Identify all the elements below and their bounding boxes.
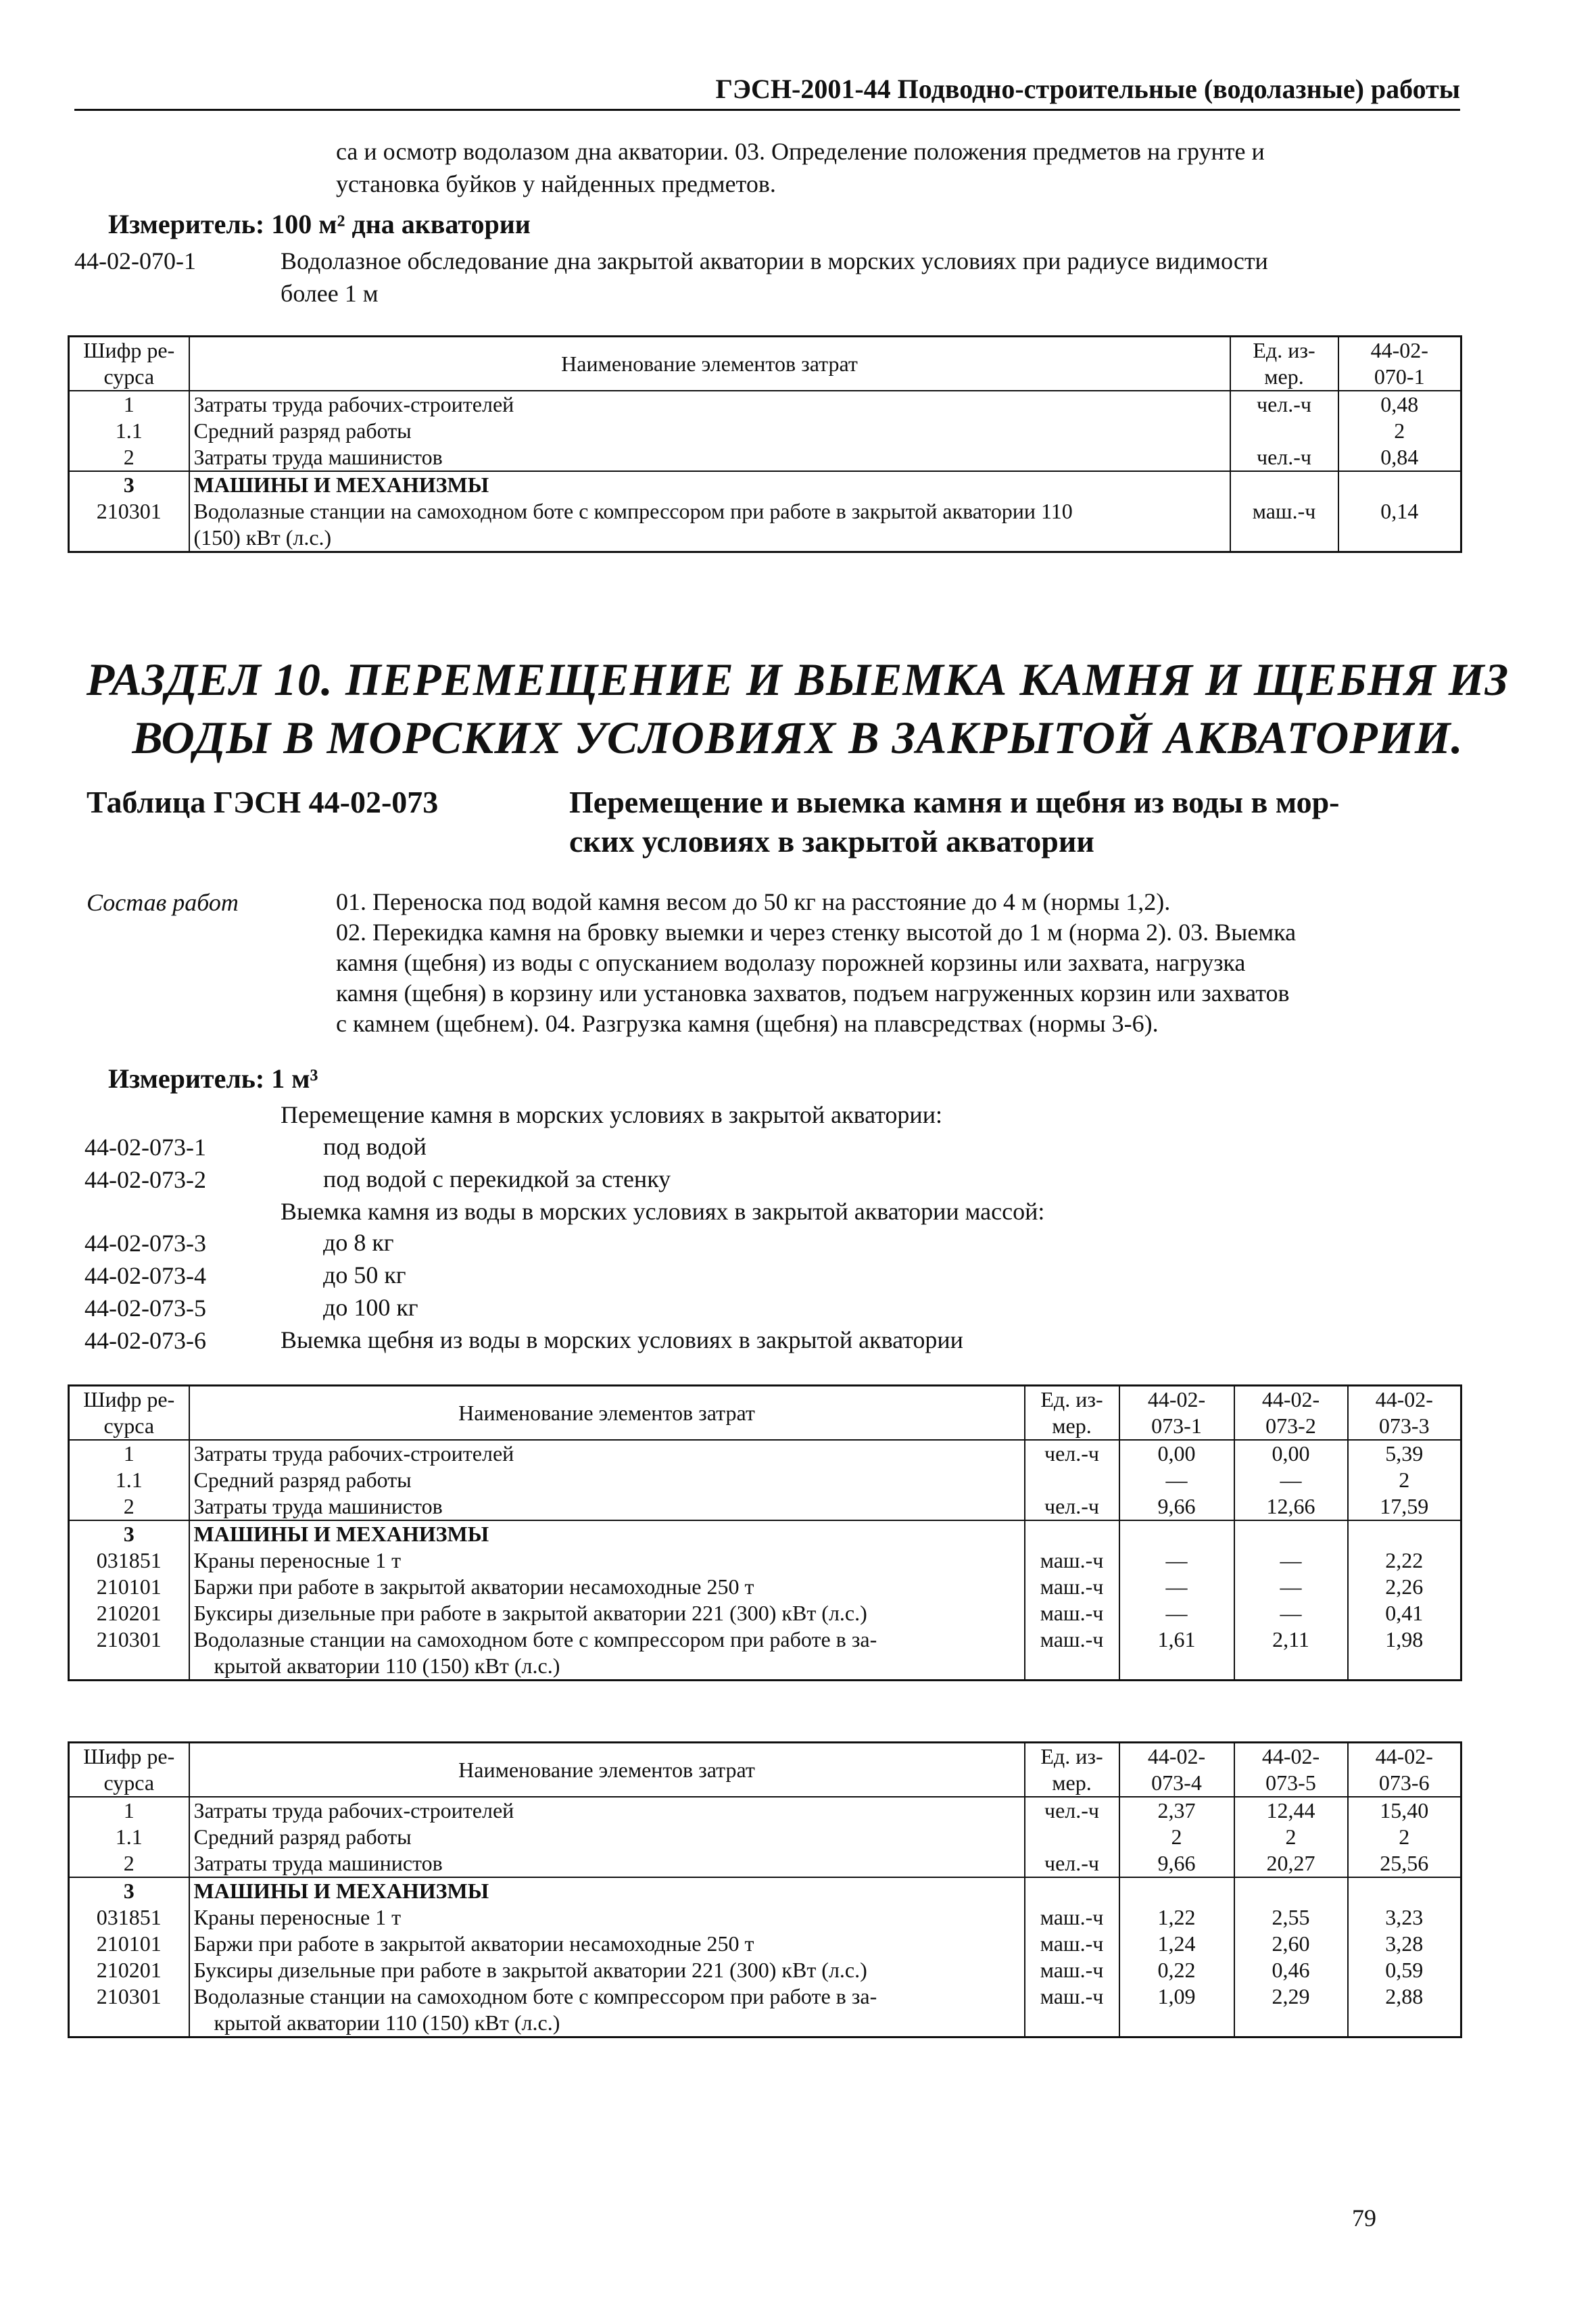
header-code: Шифр ре- сурса	[69, 1386, 189, 1441]
item-text: до 100 кг	[323, 1294, 418, 1321]
table-row: 1 Затраты труда рабочих-строителей чел.-ч 2,37 12,44 15,40	[69, 1797, 1461, 1824]
item-text: до 50 кг	[323, 1261, 406, 1288]
measure-value: 100 м² дна акватории	[271, 209, 531, 239]
section-title-line-1: РАЗДЕЛ 10. ПЕРЕМЕЩЕНИЕ И ВЫЕМКА КАМНЯ И ЩЕБНЯ ИЗ	[86, 654, 1509, 705]
table-header-row	[69, 1743, 1461, 1798]
header-unit: Ед. из- мер.	[1230, 337, 1338, 391]
header-norm: 44-02- 073-1	[1119, 1386, 1234, 1441]
item-text: Выемка щебня из воды в морских условиях в закрытой акватории	[281, 1326, 963, 1353]
header-unit: Ед. из- мер.	[1025, 1743, 1119, 1798]
item-code: 44-02-073-2	[84, 1166, 206, 1193]
table-row: 1.1 Средний разряд работы — — 2	[69, 1467, 1461, 1493]
table-row: 210301 Водолазные станции на самоходном боте с компрессором при работе в за- крытой акватории 110 (150) кВт (л.с.) маш.-ч 1,09 2,29 2,88	[69, 1983, 1461, 2037]
item-text: до 8 кг	[323, 1229, 394, 1256]
header-name: Наименование элементов затрат	[189, 1386, 1025, 1441]
norm-desc-line-1: Водолазное обследование дна закрытой акватории в морских условиях при радиусе видимости	[281, 247, 1268, 274]
running-header: ГЭСН-2001-44 Подводно-строительные (водолазные) работы	[74, 73, 1460, 111]
table-row: 210301 Водолазные станции на самоходном боте с компрессором при работе в закрытой акватории 110 (150) кВт (л.с.) маш.-ч 0,14	[69, 498, 1461, 552]
header-norm: 44-02- 073-2	[1234, 1386, 1348, 1441]
continuation-line-1: са и осмотр водолазом дна акватории. 03. Определение положения предметов на грунте и	[336, 138, 1265, 165]
header-norm: 44-02- 070-1	[1338, 337, 1461, 391]
header-code: Шифр ре- сурса	[69, 1743, 189, 1798]
header-norm: 44-02- 073-6	[1348, 1743, 1461, 1798]
measure-label: Измеритель:	[108, 1063, 265, 1094]
table-row: 031851 Краны переносные 1 т маш.-ч — — 2,22	[69, 1547, 1461, 1574]
header-norm: 44-02- 073-4	[1119, 1743, 1234, 1798]
table-row: 031851 Краны переносные 1 т маш.-ч 1,22 2,55 3,23	[69, 1904, 1461, 1931]
header-name: Наименование элементов затрат	[189, 337, 1230, 391]
table-row: 1.1 Средний разряд работы 2 2 2	[69, 1824, 1461, 1850]
table-row: 210101 Баржи при работе в закрытой акватории несамоходные 250 т маш.-ч — — 2,26	[69, 1574, 1461, 1600]
item-code: 44-02-073-1	[84, 1134, 206, 1161]
work-composition-label: Состав работ	[87, 889, 239, 916]
measure-value: 1 м³	[271, 1063, 318, 1094]
continuation-line-2: установка буйков у найденных предметов.	[336, 170, 776, 197]
norm-code: 44-02-070-1	[74, 247, 196, 274]
section-title-line-2: ВОДЫ В МОРСКИХ УСЛОВИЯХ В ЗАКРЫТОЙ АКВАТОРИИ.	[132, 712, 1464, 763]
table-row: 210301 Водолазные станции на самоходном боте с компрессором при работе в за- крытой акватории 110 (150) кВт (л.с.) маш.-ч 1,61 2,11 1,98	[69, 1626, 1461, 1681]
norm-desc-line-2: более 1 м	[281, 280, 379, 307]
item-code: 44-02-073-3	[84, 1230, 206, 1257]
header-unit: Ед. из- мер.	[1025, 1386, 1119, 1441]
header-name: Наименование элементов затрат	[189, 1743, 1025, 1798]
header-norm: 44-02- 073-5	[1234, 1743, 1348, 1798]
table-row: 2 Затраты труда машинистов чел.-ч 0,84	[69, 444, 1461, 471]
table-row: 1.1 Средний разряд работы 2	[69, 418, 1461, 444]
measure-block-2	[108, 1063, 318, 1095]
group-heading-2: Выемка камня из воды в морских условиях в закрытой акватории массой:	[281, 1198, 1045, 1225]
item-code: 44-02-073-6	[84, 1327, 206, 1354]
measure-label: Измеритель:	[108, 209, 265, 239]
table-row: 3 МАШИНЫ И МЕХАНИЗМЫ	[69, 471, 1461, 498]
item-text: под водой	[323, 1133, 427, 1160]
measure-block-1	[108, 208, 531, 241]
cost-table-073-4-6	[68, 1741, 1462, 2038]
table-row: 210101 Баржи при работе в закрытой акватории несамоходные 250 т маш.-ч 1,24 2,60 3,28	[69, 1931, 1461, 1957]
cost-table-073-1-3	[68, 1384, 1462, 1681]
work-composition-text: 01. Переноска под водой камня весом до 50 кг на расстояние до 4 м (нормы 1,2). 02. Перекидка камня на бровку выемки и через стенку высотой до 1 м (норма 2). 03. Выемка камня (щебня) из воды с опусканием водолазу порожней корзины или захвата, нагрузка камня (щебня) в корзину или установка захватов, подъем нагруженных корзин или захватов с камнем (щебнем). 04. Разгрузка камня (щебня) на плавсредствах (нормы 3-6).	[336, 888, 1297, 1037]
item-text: под водой с перекидкой за стенку	[323, 1165, 671, 1192]
header-norm: 44-02- 073-3	[1348, 1386, 1461, 1441]
table-desc-line-2: ских условиях в закрытой акватории	[569, 824, 1094, 859]
item-code: 44-02-073-5	[84, 1295, 206, 1322]
item-code: 44-02-073-4	[84, 1262, 206, 1289]
table-row: 3 МАШИНЫ И МЕХАНИЗМЫ	[69, 1877, 1461, 1904]
table-desc-line-1: Перемещение и выемка камня и щебня из воды в мор-	[569, 785, 1340, 819]
header-code: Шифр ре- сурса	[69, 337, 189, 391]
table-header-row	[69, 1386, 1461, 1441]
group-heading-1: Перемещение камня в морских условиях в закрытой акватории:	[281, 1101, 942, 1128]
table-row: 1 Затраты труда рабочих-строителей чел.-ч 0,00 0,00 5,39	[69, 1440, 1461, 1467]
table-header-row	[69, 337, 1461, 391]
table-row: 210201 Буксиры дизельные при работе в закрытой акватории 221 (300) кВт (л.с.) маш.-ч — — 0,41	[69, 1600, 1461, 1626]
table-row: 3 МАШИНЫ И МЕХАНИЗМЫ	[69, 1520, 1461, 1547]
page-number: 79	[1352, 2204, 1376, 2231]
table-row: 1 Затраты труда рабочих-строителей чел.-ч 0,48	[69, 391, 1461, 418]
table-row: 210201 Буксиры дизельные при работе в закрытой акватории 221 (300) кВт (л.с.) маш.-ч 0,22 0,46 0,59	[69, 1957, 1461, 1983]
table-label: Таблица ГЭСН 44-02-073	[87, 785, 439, 819]
table-row: 2 Затраты труда машинистов чел.-ч 9,66 12,66 17,59	[69, 1493, 1461, 1520]
cost-table-070	[68, 335, 1462, 553]
table-row: 2 Затраты труда машинистов чел.-ч 9,66 20,27 25,56	[69, 1850, 1461, 1877]
